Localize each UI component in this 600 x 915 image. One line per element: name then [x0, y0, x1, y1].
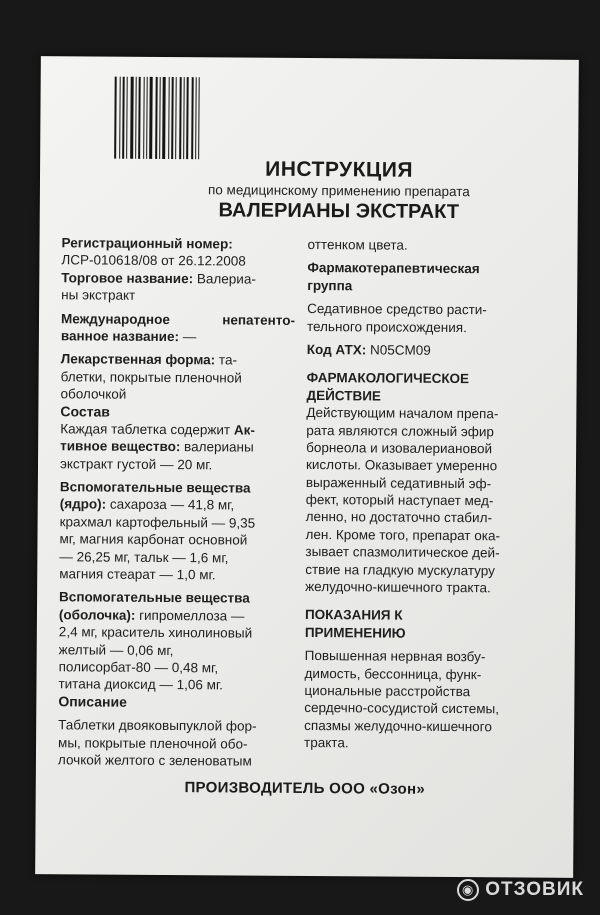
form-label: Лекарственная форма: [60, 351, 216, 368]
pa-line-8: лен. Кроме того, препарат ока- [305, 526, 501, 544]
form-line-1 [61, 351, 295, 370]
inn-line-2 [61, 327, 295, 346]
pa-line-9: зывает спазмолитическое дей- [305, 544, 500, 561]
pa-line-3: борнеола и изовалериановой [306, 439, 493, 457]
barcode-bar [175, 77, 177, 159]
ind-line-1: Повышенная нервная возбу- [304, 648, 486, 665]
exc-shell-line-6: титана диоксид — 1,06 мг. [58, 676, 223, 693]
barcode-bar [191, 77, 193, 159]
description-heading: Описание [58, 693, 127, 710]
pa-line-2: рата являются сложный эфир [306, 422, 495, 439]
pa-line-10: ствие на гладкую мускулатуру [305, 561, 495, 578]
exc-shell-line-5: полисорбат-80 — 0,48 мг, [58, 659, 219, 676]
barcode-bar [119, 77, 121, 159]
comp-line-1 [60, 420, 294, 439]
barcode-bar [183, 77, 185, 159]
barcode-bar [143, 77, 145, 159]
exc-shell-line-4: желтый — 0,06 мг, [58, 641, 174, 658]
desc-line-2: мы, покрытые пленочной обо- [58, 734, 248, 752]
barcode-bar [150, 77, 153, 159]
leaflet-title: ИНСТРУКЦИЯ [265, 157, 414, 182]
pharm-group-heading: Фармакотерапевтическая [307, 260, 480, 277]
form-value: та- [215, 352, 238, 368]
atc-value: N05CM09 [366, 342, 431, 358]
pa-line-4: кислоты. Оказывает умеренно [305, 457, 498, 474]
exc-core-line-5: — 26,25 мг, тальк — 1,6 мг, [59, 548, 229, 566]
pa-line-6: фект, который наступает мед- [305, 492, 494, 509]
active-label-part: Ак- [233, 422, 255, 438]
desc-line-1: Таблетки двояковыпуклой фор- [58, 717, 257, 734]
pa-line-1: Действующим началом препа- [306, 405, 499, 422]
pa-line-11: желудочно-кишечного тракта. [305, 579, 491, 596]
form-line-2: блетки, покрытые пленочной [60, 369, 242, 386]
barcode-bar [186, 77, 188, 159]
ind-line-5: спазмы желудочно-кишечного [304, 717, 492, 735]
pharm-action-heading: ФАРМАКОЛОГИЧЕСКОЕ [306, 370, 470, 387]
inn-value: — [178, 329, 197, 345]
barcode-bar [114, 77, 117, 159]
comp-text: Каждая таблетка содержит [60, 421, 234, 438]
exc-shell-value: гипромеллоза — [135, 607, 245, 624]
reg-value: ЛСР-010618/08 от 26.12.2008 [61, 252, 246, 269]
desc-continued: оттенком цвета. [307, 236, 408, 253]
barcode [114, 77, 203, 160]
exc-core-line-3: крахмал картофельный — 9,35 [59, 514, 256, 531]
barcode-bar [139, 77, 141, 159]
barcode-bar [171, 77, 173, 159]
barcode-bar [159, 77, 161, 159]
exc-core-label-2: (ядро): [59, 496, 107, 513]
exc-core-line-2 [60, 496, 294, 515]
pharm-action-heading-2: ДЕЙСТВИЕ [306, 387, 382, 404]
exc-core-line-4: мг, магния карбонат основной [59, 531, 248, 548]
ind-line-2: димость, бессонница, функ- [304, 665, 482, 682]
comp-line-2 [60, 438, 294, 457]
barcode-bar [198, 77, 200, 159]
composition-heading: Состав [60, 402, 110, 420]
watermark-text: ОТЗОВИК [485, 879, 584, 900]
barcode-bar [131, 77, 134, 159]
barcode-bar [123, 77, 125, 159]
barcode-bar [168, 77, 170, 159]
barcode-bar [126, 77, 128, 159]
watermark [457, 879, 584, 901]
left-column [58, 234, 296, 770]
desc-line-3: лочкой желтого с зеленоватым [57, 752, 252, 769]
barcode-bar [162, 77, 165, 159]
indications-heading-2: ПРИМЕНЕНИЮ [304, 624, 406, 641]
ind-line-6: тракта. [304, 735, 349, 751]
instruction-leaflet [35, 56, 579, 878]
barcode-bar [179, 77, 182, 159]
leaflet-subtitle: по медицинскому применению препарата [207, 182, 470, 200]
barcode-bar [195, 77, 197, 159]
active-value: валерианы [180, 439, 254, 455]
leaflet-header [40, 156, 578, 225]
drug-name: ВАЛЕРИАНЫ ЭКСТРАКТ [218, 199, 460, 224]
inn-label: Международное непатенто- [60, 310, 296, 328]
pa-line-5: выраженный седативный эф- [305, 474, 492, 491]
pharm-group-heading-2: группа [307, 277, 353, 294]
exc-shell-label: Вспомогательные вещества [59, 589, 250, 607]
ind-line-4: сердечно-сосудистой системы, [304, 700, 500, 717]
manufacturer: ПРОИЗВОДИТЕЛЬ ООО «Озон» [184, 779, 426, 798]
form-line-3: оболочкой [60, 386, 127, 402]
trade-line-2: ны экстракт [61, 287, 136, 303]
trade-line-1 [61, 269, 295, 288]
reg-label: Регистрационный номер: [61, 235, 233, 252]
atc-code [307, 341, 561, 360]
pharm-group-line-1: Седативное средство расти- [307, 301, 487, 318]
inn-label-2: ванное название: [60, 328, 180, 345]
trade-value: Валериа- [193, 270, 256, 287]
barcode-bar [155, 77, 157, 159]
ind-line-3: циональные расстройства [304, 682, 471, 700]
indications-heading: ПОКАЗАНИЯ К [304, 607, 403, 624]
pa-line-7: ленно, но достаточно стабил- [305, 509, 493, 526]
exc-core-value: сахароза — 41,8 мг, [106, 497, 235, 513]
exc-shell-line-2 [59, 606, 293, 625]
active-label: тивное вещество: [60, 438, 181, 455]
exc-shell-line-3: 2,4 мг, краситель хинолиновый [58, 624, 253, 641]
atc-label: Код АТХ: [306, 341, 367, 358]
exc-core-label: Вспомогательные вещества [59, 479, 251, 496]
exc-core-line-6: магния стеарат — 1,0 мг. [59, 566, 216, 583]
right-column [304, 236, 562, 753]
trade-label: Торговое название: [61, 270, 194, 286]
barcode-bar [135, 77, 137, 159]
otzovik-logo-icon: ◉ [457, 879, 479, 901]
pharm-group-line-2: тельного происхождения. [306, 318, 467, 335]
barcode-bar [146, 77, 148, 159]
exc-shell-label-2: (оболочка): [58, 607, 136, 623]
comp-line-3: экстракт густой — 20 мг. [59, 455, 213, 473]
